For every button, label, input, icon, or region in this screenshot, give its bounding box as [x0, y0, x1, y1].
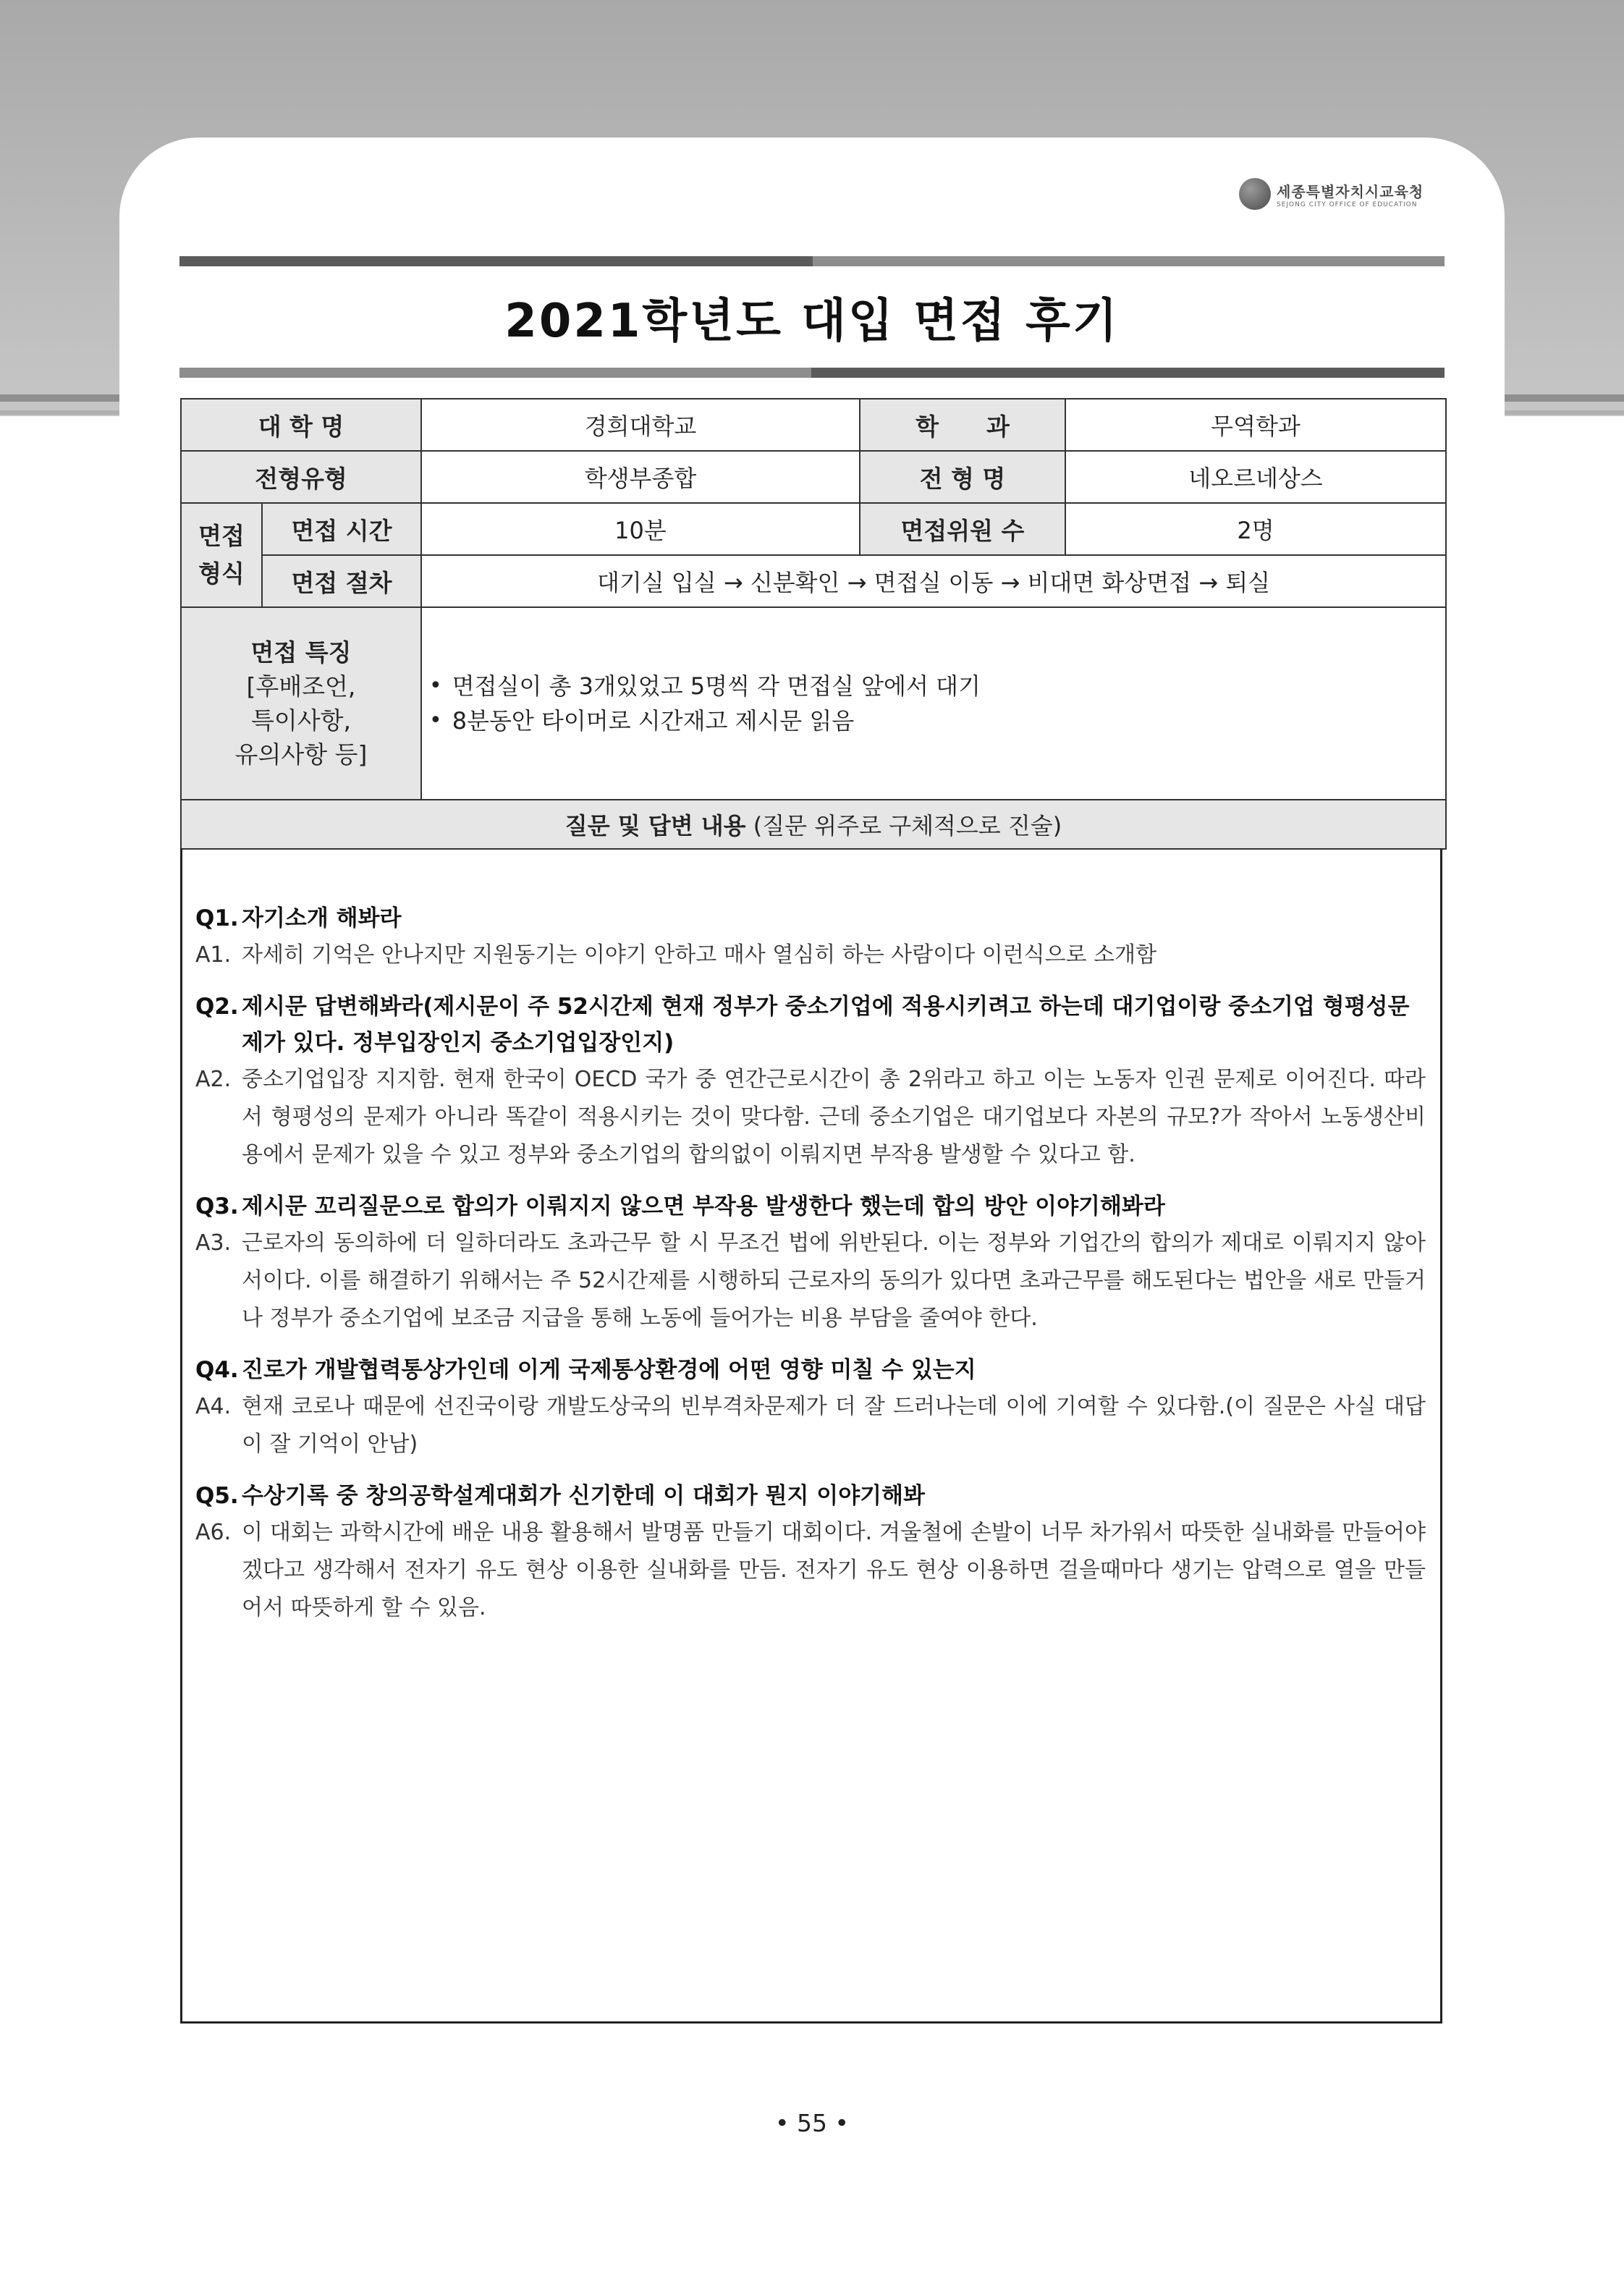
admission-type-value: 학생부종합	[421, 451, 860, 503]
office-logo	[1239, 178, 1424, 210]
list-item: • 8분동안 타이머로 시간재고 제시문 읽음	[429, 703, 1438, 738]
interviewers-label: 면접위원 수	[860, 503, 1065, 555]
qa-section-header: 질문 및 답변 내용 (질문 위주로 구체적으로 진술)	[181, 800, 1446, 849]
bullet-icon: •	[429, 673, 442, 698]
interview-info-table	[180, 398, 1447, 850]
right-stripe-thin	[1505, 410, 1624, 415]
qa-content-box	[180, 848, 1442, 2024]
logo-name-ko: 세종특별자치시교육청	[1277, 182, 1424, 200]
left-stripe	[0, 394, 119, 402]
page-number: • 55 •	[775, 2109, 849, 2137]
admission-type-label: 전형유형	[181, 451, 421, 503]
procedure-value: 대기실 입실 → 신분확인 → 면접실 이동 → 비대면 화상면접 → 퇴실	[421, 555, 1446, 607]
answer-2: A2. 중소기업입장 지지함. 현재 한국이 OECD 국가 중 연간근로시간이 총 2위라고 하고 이는 노동자 인권 문제로 이어진다. 따라서 형평성의 문제가 아니라 똑같이 적용시키는 것이 맞다함. 근데 중소기업은 대기업보다 자본의 규모?가 작아서 노동생산비용에서 문제가 있을 수 있고 정부와 중소기업의 합의없이 이뤄지면 부작용 발생할 수 있다고 함.	[195, 1067, 1426, 1167]
title-top-rule	[179, 256, 1445, 266]
features-label: 면접 특징 [후배조언, 특이사항, 유의사항 등]	[181, 607, 421, 800]
question-5: Q5. 수상기록 중 창의공학설계대회가 신기한데 이 대회가 뭔지 이야기해봐	[195, 1483, 925, 1509]
answer-4: A4. 현재 코로나 때문에 선진국이랑 개발도상국의 빈부격차문제가 더 잘 드러나는데 이에 기여할 수 있다함.(이 질문은 사실 대답이 잘 기억이 안남)	[195, 1394, 1426, 1457]
logo-name-en: SEJONG CITY OFFICE OF EDUCATION	[1277, 200, 1418, 208]
department-value: 무역학과	[1065, 399, 1446, 451]
question-4: Q4. 진로가 개발협력통상가인데 이게 국제통상환경에 어떤 영향 미칠 수 있는지	[195, 1357, 976, 1383]
title-bottom-rule	[179, 368, 1445, 378]
format-label: 면접 형식	[181, 503, 262, 607]
admission-name-label: 전 형 명	[860, 451, 1065, 503]
question-2: Q2. 제시문 답변해봐라(제시문이 주 52시간제 현재 정부가 중소기업에 적용시키려고 하는데 대기업이랑 중소기업 형평성문제가 있다. 정부입장인지 중소기업입장인지)	[195, 994, 1410, 1056]
answer-3: A3. 근로자의 동의하에 더 일하더라도 초과근무 할 시 무조건 법에 위반된다. 이는 정부와 기업간의 합의가 제대로 이뤄지지 않아서이다. 이를 해결하기 위해서는 주 52시간제를 시행하되 근로자의 동의가 있다면 초과근무를 해도된다는 법안을 새로 만들거나 정부가 중소기업에 보조금 지급을 통해 노동에 들어가는 비용 부담을 줄여야 한다.	[195, 1230, 1426, 1331]
procedure-label: 면접 절차	[262, 555, 421, 607]
emblem-icon	[1239, 178, 1271, 210]
answer-5: A6. 이 대회는 과학시간에 배운 내용 활용해서 발명품 만들기 대회이다. 겨울철에 손발이 너무 차가워서 따뜻한 실내화를 만들어야겠다고 생각해서 전자기 유도 현상 이용한 실내화를 만듬. 전자기 유도 현상 이용하면 걸을때마다 생기는 압력으로 열을 만들어서 따뜻하게 할 수 있음.	[195, 1520, 1426, 1620]
department-label: 학 과	[860, 399, 1065, 451]
page-title: 2021학년도 대입 면접 후기	[504, 295, 1120, 348]
left-stripe-thin	[0, 410, 119, 415]
bullet-icon: •	[429, 708, 442, 733]
university-label: 대 학 명	[181, 399, 421, 451]
list-item: • 면접실이 총 3개있었고 5명씩 각 면접실 앞에서 대기	[429, 669, 1438, 703]
interviewers-value: 2명	[1065, 503, 1446, 555]
university-value: 경희대학교	[421, 399, 860, 451]
answer-1: A1. 자세히 기억은 안나지만 지원동기는 이야기 안하고 매사 열심히 하는 사람이다 이런식으로 소개함	[195, 942, 1157, 968]
time-value: 10분	[421, 503, 860, 555]
time-label: 면접 시간	[262, 503, 421, 555]
admission-name-value: 네오르네상스	[1065, 451, 1446, 503]
question-1: Q1. 자기소개 해봐라	[195, 905, 402, 931]
right-stripe	[1505, 394, 1624, 402]
question-3: Q3. 제시문 꼬리질문으로 합의가 이뤄지지 않으면 부작용 발생한다 했는데 합의 방안 이야기해봐라	[195, 1193, 1165, 1219]
features-list	[421, 607, 1446, 800]
